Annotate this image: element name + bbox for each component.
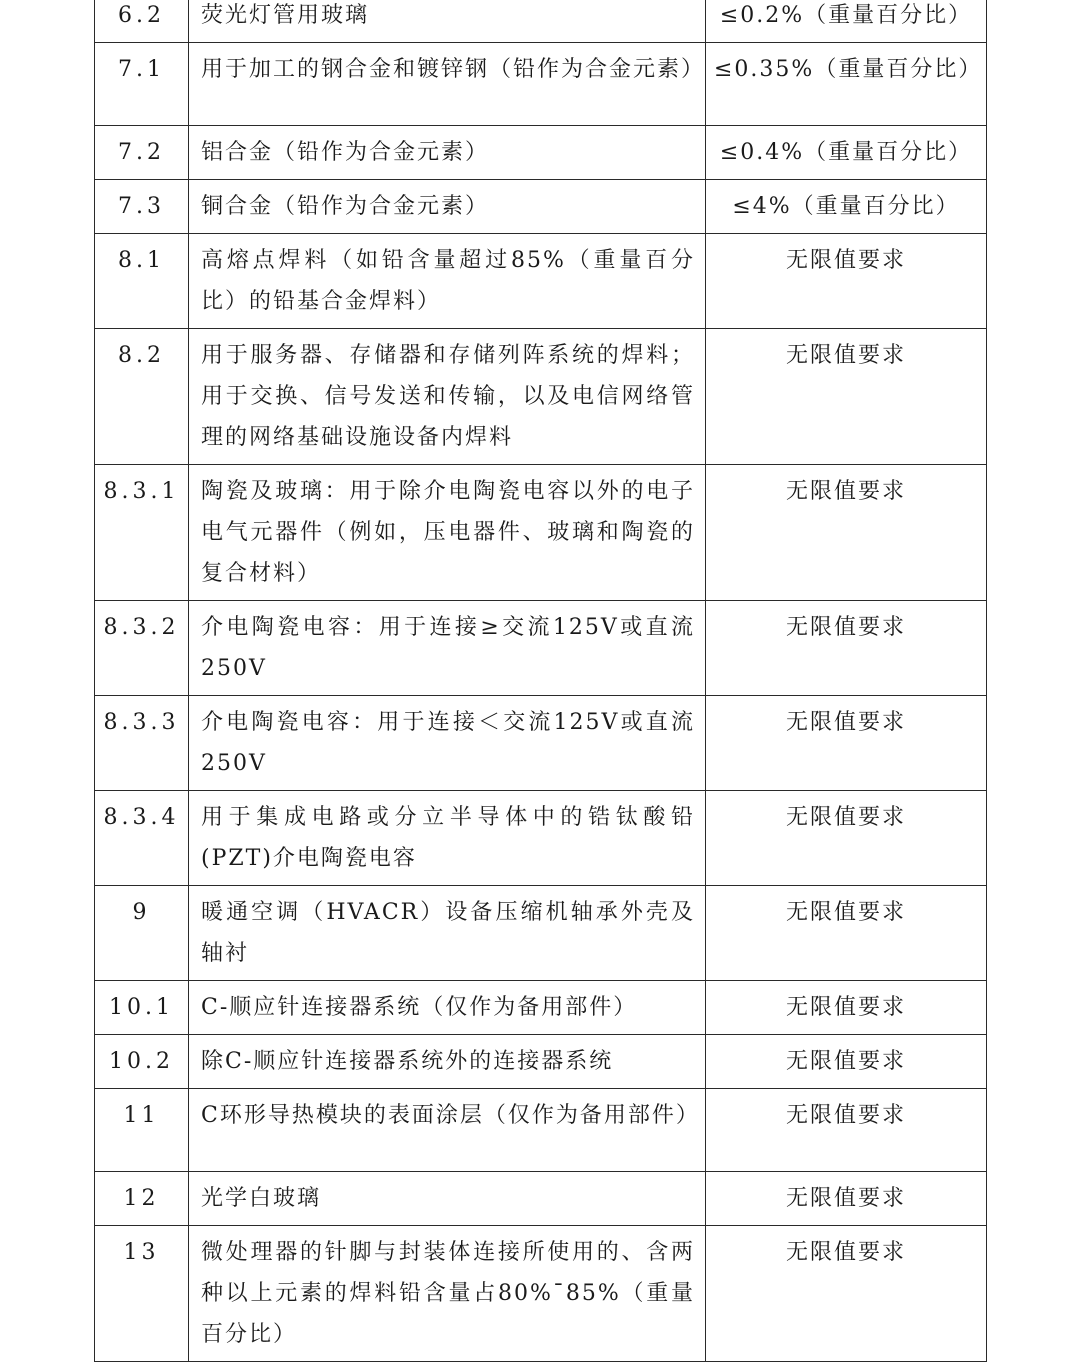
table-row <box>95 465 987 601</box>
item-number: 10.2 <box>95 1035 189 1089</box>
item-description: 微处理器的针脚与封装体连接所使用的、含两种以上元素的焊料铅含量占80%¯85%（重量百分比） <box>189 1226 706 1362</box>
item-number: 11 <box>95 1089 189 1172</box>
item-number: 8.3.3 <box>95 696 189 791</box>
item-number: 13 <box>95 1226 189 1362</box>
item-number: 9 <box>95 886 189 981</box>
table-row <box>95 1226 987 1362</box>
table-row <box>95 234 987 329</box>
item-description: C-顺应针连接器系统（仅作为备用部件） <box>189 981 706 1035</box>
item-number: 8.3.1 <box>95 465 189 601</box>
item-limit: ≤0.2%（重量百分比） <box>706 0 987 43</box>
item-limit: 无限值要求 <box>706 601 987 696</box>
item-limit: 无限值要求 <box>706 1226 987 1362</box>
item-description: 用于集成电路或分立半导体中的锆钛酸铅(PZT)介电陶瓷电容 <box>189 791 706 886</box>
table-row <box>95 329 987 465</box>
item-limit: 无限值要求 <box>706 1035 987 1089</box>
item-description: 荧光灯管用玻璃 <box>189 0 706 43</box>
item-limit: 无限值要求 <box>706 329 987 465</box>
item-description: 铜合金（铅作为合金元素） <box>189 180 706 234</box>
item-limit: ≤0.35%（重量百分比） <box>706 43 987 126</box>
item-limit: ≤4%（重量百分比） <box>706 180 987 234</box>
item-limit: 无限值要求 <box>706 465 987 601</box>
item-limit: 无限值要求 <box>706 1172 987 1226</box>
table-row <box>95 43 987 126</box>
item-limit: 无限值要求 <box>706 234 987 329</box>
item-number: 8.3.4 <box>95 791 189 886</box>
table-row <box>95 696 987 791</box>
item-description: 光学白玻璃 <box>189 1172 706 1226</box>
item-description: 介电陶瓷电容：用于连接＜交流125V或直流250V <box>189 696 706 791</box>
table-row <box>95 981 987 1035</box>
table-row <box>95 1172 987 1226</box>
item-limit: 无限值要求 <box>706 886 987 981</box>
item-number: 7.2 <box>95 126 189 180</box>
item-description: 介电陶瓷电容：用于连接≥交流125V或直流250V <box>189 601 706 696</box>
item-number: 7.1 <box>95 43 189 126</box>
table-row <box>95 0 987 43</box>
item-limit: ≤0.4%（重量百分比） <box>706 126 987 180</box>
item-limit: 无限值要求 <box>706 696 987 791</box>
item-description: 暖通空调（HVACR）设备压缩机轴承外壳及轴衬 <box>189 886 706 981</box>
item-number: 7.3 <box>95 180 189 234</box>
item-description: 用于服务器、存储器和存储列阵系统的焊料；用于交换、信号发送和传输，以及电信网络管理的网络基础设施设备内焊料 <box>189 329 706 465</box>
table-row <box>95 1089 987 1172</box>
table-row <box>95 601 987 696</box>
item-limit: 无限值要求 <box>706 981 987 1035</box>
item-description: 陶瓷及玻璃：用于除介电陶瓷电容以外的电子电气元器件（例如，压电器件、玻璃和陶瓷的复合材料） <box>189 465 706 601</box>
exemption-table <box>94 0 987 1362</box>
item-number: 10.1 <box>95 981 189 1035</box>
table-row <box>95 126 987 180</box>
item-description: C环形导热模块的表面涂层（仅作为备用部件） <box>189 1089 706 1172</box>
item-description: 用于加工的钢合金和镀锌钢（铅作为合金元素） <box>189 43 706 126</box>
item-description: 高熔点焊料（如铅含量超过85%（重量百分比）的铅基合金焊料） <box>189 234 706 329</box>
item-number: 8.3.2 <box>95 601 189 696</box>
item-limit: 无限值要求 <box>706 791 987 886</box>
item-description: 除C-顺应针连接器系统外的连接器系统 <box>189 1035 706 1089</box>
item-number: 6.2 <box>95 0 189 43</box>
item-number: 12 <box>95 1172 189 1226</box>
table-row <box>95 886 987 981</box>
item-limit: 无限值要求 <box>706 1089 987 1172</box>
item-description: 铝合金（铅作为合金元素） <box>189 126 706 180</box>
table-row <box>95 180 987 234</box>
table-row <box>95 791 987 886</box>
item-number: 8.1 <box>95 234 189 329</box>
item-number: 8.2 <box>95 329 189 465</box>
table-row <box>95 1035 987 1089</box>
